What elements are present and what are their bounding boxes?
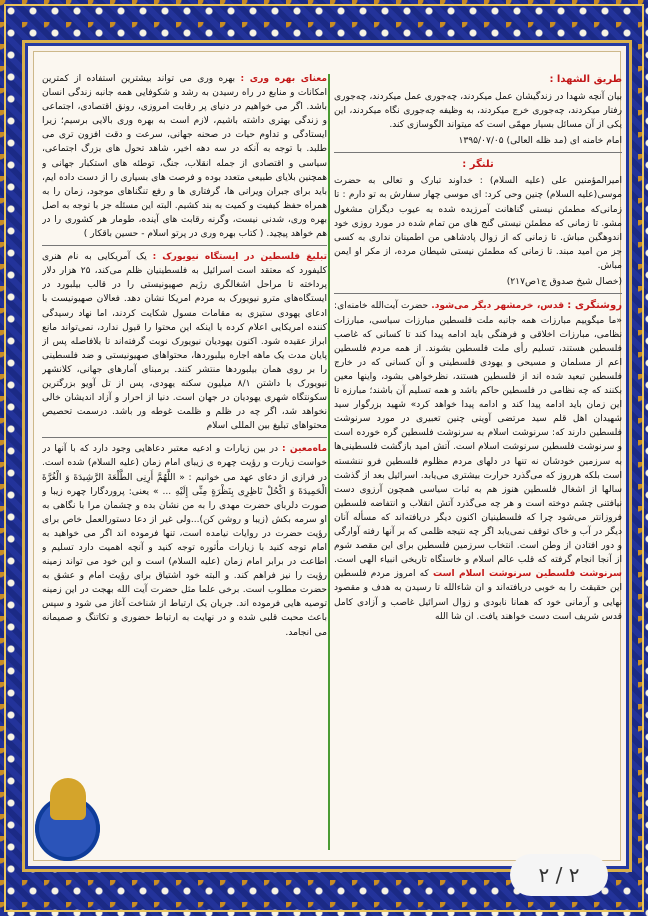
column-divider [328,74,330,850]
left-section1-text: بهره وری می تواند بیشترین استفاده از کمترین امکانات و منابع در راه رسیدن به رشد و شکوفایی همه جانبه زندگی انسان باشد. اگر می خواهیم در دنیای پر رقابت امروزی، رونق اقتصادی، اجتماعی و زندگی بهتری داشته باشیم، لازم است به بهره وری بالایی برسیم؛ زیرا ایستادگی و تداوم حیات در صحنه جهانی، سرعت و دقت افزون تری می طلبد. با توجه به آنکه در سه دهه اخیر، شاهد تحول های بزرگ اجتماعی، سیاسی و اقتصادی از جمله انقلاب، جنگ، توطئه های استکبار جهانی و همچنین بلایای طبیعی متعدد بوده و فرصت های بسیاری را از دست داده ایم، باید برای جبران ویرانی ها، گرفتاری ها و رفع تنگناهای موجود، زمان را به همراه حفظ کیفیت و کمیت به بند کشیم. البته این مسئله جز با توجه به اصل بهره وری، شدنی نیست، وگرنه رقابت های آینده، طومار هر کشوری را در هم خواهد پیچید. [42,74,327,240]
emblem-logo [20,766,110,876]
separator [42,245,327,246]
right-section2-ref: (خصال شیخ صدوق ج۱ص۲۱۷) [506,277,622,288]
content-inner [33,51,621,861]
dome-icon [50,778,86,820]
left-section1-ref: ( کتاب بهره وری در پرتو اسلام - حسین باقکار ) [83,229,264,240]
right-section3-highlight: سرنوشت فلسطین سرنوشت اسلام است [432,569,622,580]
separator [334,293,622,294]
left-section3-title: ماه‌معین : [282,444,327,455]
right-intro: بیان آنچه شهدا در زندگیشان عمل میکردند، چه‌جوری عمل میکردند، چه‌جوری رفتار میکردند، چه‌جوری خرج میکردند، به وظیفه چه‌جوری نگاه میکردند، این یکی از آن مسائل بسیار مهمّی است که میتواند الگوسازی کند. [334,91,622,130]
right-section3-subtitle: قدس، خرمشهر دیگر می‌شود. [431,301,565,312]
left-section2-text: یک آمریکایی به نام هنری کلیفورد که معتقد است اسرائیل به فلسطینیان ظلم می‌کند، ۲۵ هزار دلار پرداخته تا مراحل اشغالگری رژیم صهیونیستی را در قالب بیلبورد در ایستگاه‌های مترو نیویورک به مردم امریکا نشان دهد. فعالان صهیونیست با ادعای یهودی ستیزی به مقامات مسول شکایت کردند، اما نهاد رسیدگی کننده امریکایی اعلام کرده با اینکه این محتوا را قبول ندارد، نمی‌تواند مانع ابراز عقیده شود. اکنون یهودیان نیویورک نوبت گرفته‌اند تا بلافاصله پس از پایان مدت یک ماهه اجاره بیلبوردها، محتواهای صهیونیستی و ضد فلسطینی را بر روی همان بیلبوردها منتشر کنند. برمبنای آمارهای جهانی، کلانشهر نیویورک با داشتن ۸/۱ میلیون سکنه یهودی، پس از تل آویو بزرگترین سکونتگاه شهری یهودیان در جهان است. دنیا از احرار و آزاد اندیشان خالی نخواهد شد، اگر چه در ظلم و ظلمت غوطه ور باشد. درسمت تحصیص محتواهای تبلیغ بین المللی اسلام [42,252,327,432]
right-column [334,72,622,820]
right-section2-title: تلنگر : [462,158,494,170]
left-section2-title: تبلیغ فلسطین در ایستگاه نیویورک : [152,252,327,263]
content-panel [22,40,632,872]
separator [334,152,622,153]
right-intro-ref: امام خامنه ای (مد ظله العالی) ۱۳۹۵/۰۷/۰۵ [458,135,622,146]
right-section3-tail: که امروز مردم فلسطین این حقیقت را به خوبی دریافته‌اند و ان شاءالله تا رسیدن به هدف و مقصود نهایی و آرمانی خود که همانا نابودی و زوال اسرائیل غاصب و آزادی کامل قدس شریف است دست خواهند یافت. ان شا الله [334,569,622,622]
right-title: طریق الشهدا : [549,74,622,85]
right-section2-text: امیرالمؤمنین علی (علیه السلام) : خداوند تبارک و تعالی به حضرت موسی(علیه السلام) چنین وحی کرد: ای موسی چهار سفارش به تو دارم : تا زمانی‌که مطمئن نیستی گناهانت آمرزیده شده به عیوب دیگران مشغول مشو. تا زمانی که مطمئن نیستی گنج های من تمام شده در مورد روزی خود اندوهگین مباش. تا زمانی که از زوال پادشاهی من اطمینان نداری به کسی جز من امید مبند. تا زمانی که مطمئن نیستی شیطان مرده، از مکر او ایمن مباش. [334,176,622,271]
left-section1-title: معنای بهره وری : [240,74,327,84]
left-section3-text: در بین زیارات و ادعیه معتبر دعاهایی وجود دارد که با آنها در خواست زیارت و رؤیت چهره ی زیبای امام زمان (علیه السلام) شده است. در فرازی از دعای عهد می خوانیم : « اللَّهُمَّ أَرِنِی الطَّلْعَةَ الرَّشِیدَةَ وَ الْغُرَّةَ الْحَمِیدَةَ وَ اکْحُلْ نَاظِرِی بِنَظْرَةٍ مِنِّی إِلَیْهِ ... » یعنی: پروردگارا چهره زیبا و صورت دلربای حضرت مهدی را به من نشان بده و چشمان مرا با نگاهی به او سرمه بکش (زیبا و روشن کن)...ولی غیر از دعا دستورالعمل خاص برای رؤیت حضرت در روایات نیامده است، تنها فرموده اند اگر می خواهید به امام توجه کنید با زیارات مأثوره توجه کنید و آنچه اهمیت دارد تسلیم و اطاعت در برابر امام زمان (علیه السلام) است و این خود می تواند زمینه رؤیت را نیز فراهم کند. و البته خود اشتیاق برای رؤیت امام و عشق به حضرت مطلوب است. برخی علما مثل حضرت آیت الله بهجت در این زمینه توصیه هایی فرموده اند. جریان یک ارتباط از شناخت آغاز می شود و سپس باعث محبت قلبی شده و در نهایت به ارتباط حضوری و تکاتنگ و صمیمانه می انجامد. [42,444,327,638]
right-section3-text: حضرت آیت‌الله خامنه‌ای: «ما میگوییم مبارزات همه جانبه ملت فلسطین مبارزات سیاسی، مبارزات نظامی، مبارزات اخلاقی و فرهنگی باید ادامه پیدا کند تا کسانی که غاصب فلسطین هستند، تسلیم رأی ملت فلسطین بشوند. از همه مردم فلسطین اعم از مسلمان و مسیحی و یهودی فلسطینی و آن کسانی که در خارج فلسطین تبعید شده اند از فلسطین هستند، نظرخواهی بشود، واینها معین بکنند که چه نظامی در فلسطین حاکم باشد و همه تسلیم آن باشند؛ مبارزه تا این زمان باید ادامه پیدا کند و ادامه پیدا خواهد کرد» شهید بزرگوار سید شهیدان اهل قلم سید مرتضی آوینی چنین تعبیری در مورد سرنوشت فلسطین دارند که: سرنوشت اسلام به سرنوشت فلسطین گره خورده است و سرنوشت فلسطین سرنوشت اسلام است. آتش امید بازگشت فلسطینی‌ها به سرزمین خودشان نه تنها در دلهای مردم مظلوم فلسطین فرو ننشسته است بلکه هرروز که می‌گذرد حرارت بیشتری می‌یابد. اسرائیل بعد از گذشت سالها از اشغال فلسطین هنوز هم به ثبات سیاسی همچون آرزوی دست نیافتنی چشم دوخته است و هر چه می‌گذرد آتش انقلاب و انتفاضه فلسطین فروزانتر می‌شود چرا که فلسطینیان اکنون دیگر دریافته‌اند که مسأله آنان دیگر در آب و خاک توقف نمی‌یابد اگر چه نتیجه ظلمی که بر آنها رفته آوارگی و دور افتادن از وطن است. انتخاب سرزمین فلسطین برای این مقصد شوم از آنجا انجام گرفته که قلب عالم اسلام و خاستگاه تاریخی انبیاء الهی است. [334,301,622,566]
page-number: ۲ / ۲ [510,854,608,896]
left-column [42,72,327,820]
separator [42,437,327,438]
right-section3-title: روشنگری : [567,300,622,312]
